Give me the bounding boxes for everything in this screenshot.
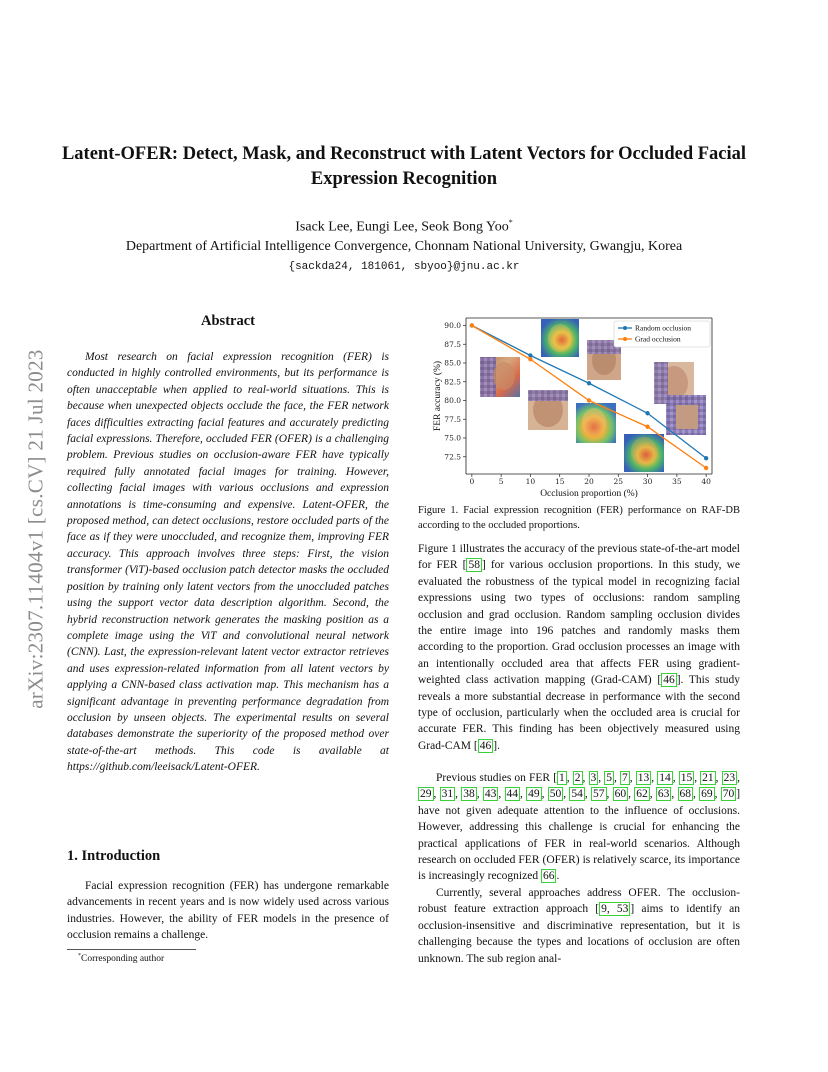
section-heading-introduction: 1. Introduction bbox=[67, 848, 161, 864]
footnote-mark: * bbox=[78, 953, 81, 959]
paragraph-text: . bbox=[556, 870, 560, 883]
x-tick-label: 5 bbox=[498, 477, 504, 486]
face-thumbnail bbox=[666, 395, 706, 435]
paragraph-text: Currently, several approaches address OFER. The occlusion-robust feature extraction approach bbox=[418, 887, 740, 916]
citation-link[interactable]: 23 bbox=[723, 772, 736, 784]
face-thumbnail bbox=[624, 434, 664, 472]
citation-link[interactable]: 58 bbox=[468, 559, 480, 572]
y-tick-label: 77.5 bbox=[444, 414, 461, 424]
paragraph-text: , bbox=[693, 788, 700, 801]
citation-link[interactable]: 44 bbox=[506, 788, 518, 801]
citation-link[interactable]: 3 bbox=[590, 772, 597, 784]
affiliation: Department of Artificial Intelligence Convergence, Chonnam National University, Gwangju, Korea bbox=[125, 239, 683, 254]
paragraph-text: , bbox=[582, 772, 589, 784]
citation-link[interactable]: 66 bbox=[542, 870, 555, 883]
citation-link[interactable]: 13 bbox=[637, 772, 650, 784]
abstract-heading: Abstract bbox=[201, 313, 255, 329]
paragraph-text: , bbox=[498, 788, 505, 801]
x-tick-label: 20 bbox=[584, 477, 594, 486]
y-tick-label: 72.5 bbox=[444, 452, 461, 462]
citation-link[interactable]: 2 bbox=[574, 772, 581, 784]
citation-link[interactable]: 43 bbox=[484, 788, 497, 801]
paragraph-text: , bbox=[715, 772, 722, 784]
x-tick-label: 30 bbox=[642, 477, 653, 486]
paragraph-text: Figure 1 illustrates the accuracy of the previous state-of-the-art model for FER bbox=[418, 543, 740, 572]
body-paragraph: Figure 1 illustrates the accuracy of the previous state-of-the-art model for FER [ 58 ] for various occlusion proportions. In this study, we evaluated the robustness of the typical model in recognizing facial expressions using two types of occlusions: random sampling occlusion and grad occlusion. Random sampling occlusion divides the entire image into 196 patches and randomly masks them according to the proportion. Grad occlusion processes an image with an intentionally occluded area that affects FER using gradient-weighted class activation mapping (Grad-CAM) [ 46 ]. This study reveals a more substantial decrease in performance with the second type of occlusion, particularly when the occluded area is crucial for accurate FER. This finding has been objectively measured using Grad-CAM [ 46 ]. bbox=[418, 543, 741, 752]
legend-label: Random occlusion bbox=[635, 323, 692, 333]
author-names: Isack Lee, Eungi Lee, Seok Bong Yoo bbox=[295, 219, 509, 235]
data-point bbox=[528, 353, 532, 357]
data-point bbox=[704, 466, 708, 470]
paragraph-text: , bbox=[520, 788, 527, 801]
citation-link[interactable]: 69 bbox=[701, 788, 713, 801]
face-thumbnail bbox=[480, 357, 520, 397]
data-point bbox=[645, 411, 649, 415]
chart-legend bbox=[614, 321, 710, 347]
data-point bbox=[587, 381, 591, 385]
data-point bbox=[470, 323, 474, 327]
citation-link[interactable]: 46 bbox=[479, 739, 492, 752]
paragraph-text: . This study reveals a more substantial decrease in performance with the second type of occlusion, particularly when the occluded area is crucial for accurate FER. This finding has been objectively measured using Grad-CAM bbox=[418, 674, 740, 752]
y-tick-label: 82.5 bbox=[444, 377, 461, 387]
citation-link[interactable]: 68 bbox=[679, 788, 691, 801]
paragraph-text: for various occlusion proportions. In this study, we evaluated the robustness of the typical model in recognizing facial expressions using two types of occlusions: random sampling occlusion and grad occlusion. Random sampling occlusion divides the entire image into 196 patches and randomly masks them according to the proportion. Grad occlusion processes an image with an intentionally occluded area that affects FER using gradient-weighted class activation mapping (Grad-CAM) bbox=[418, 559, 741, 687]
y-axis-label: FER accuracy (%) bbox=[433, 360, 443, 432]
x-tick-label: 40 bbox=[701, 477, 711, 486]
paragraph-text: , bbox=[628, 788, 635, 801]
paragraph-text: , bbox=[541, 788, 548, 801]
citation-link[interactable]: 60 bbox=[614, 788, 627, 801]
body-paragraph: Currently, several approaches address OFER. The occlusion-robust feature extraction approach [ 9, 53 ] aims to identify an occlusion-insensitive and discriminative representation, but it is challenging because the types and locations of occlusion are often unknown. The sub region anal- bbox=[418, 887, 740, 965]
citation-link[interactable]: 57 bbox=[593, 788, 605, 801]
legend-label: Grad occlusion bbox=[635, 334, 681, 344]
paragraph-text: , bbox=[629, 772, 636, 784]
paragraph-text: , bbox=[606, 788, 613, 801]
citation-link[interactable]: 38 bbox=[463, 788, 475, 801]
y-tick-label: 85.0 bbox=[444, 358, 461, 368]
footnote-rule bbox=[67, 949, 196, 950]
paragraph-text: , bbox=[694, 772, 701, 784]
paragraph-text: , bbox=[672, 772, 679, 784]
paper-title: Latent-OFER: Detect, Mask, and Reconstruct with Latent Vectors for Occluded Facial Expression Recognition bbox=[61, 144, 747, 189]
paragraph-text: , bbox=[649, 788, 656, 801]
data-point bbox=[587, 398, 591, 402]
paragraph-text: Previous studies on FER [ bbox=[436, 772, 558, 784]
paragraph-text: , bbox=[598, 772, 605, 784]
paragraph-text: , bbox=[566, 772, 573, 784]
citation-link[interactable]: 9, 53 bbox=[601, 903, 629, 916]
citation-link[interactable]: 54 bbox=[571, 788, 583, 801]
paragraph-text: , bbox=[737, 772, 741, 784]
x-tick-label: 35 bbox=[672, 477, 682, 486]
paragraph-text: , bbox=[433, 788, 440, 801]
paragraph-text: , bbox=[614, 772, 620, 784]
paragraph-text: aims to identify an occlusion-insensitive and discriminative representation, but it is challenging because the types and locations of occlusion are often unknown. The sub region anal- bbox=[418, 903, 740, 965]
data-point bbox=[645, 425, 649, 429]
paragraph-text: ] have not given adequate attention to the influence of occlusions. However, addressing this challenge is crucial for enhancing the practical applications of FER in real-world scenarios. Although research on occluded FER (OFER) is relatively scarce, its importance is increasingly recognized bbox=[418, 788, 741, 883]
y-tick-label: 90.0 bbox=[444, 321, 461, 330]
author-emails: {sackda24, 181061, sbyoo}@jnu.ac.kr bbox=[288, 261, 520, 273]
citation-link[interactable]: 14 bbox=[659, 772, 671, 784]
citation-link[interactable]: 31 bbox=[441, 788, 454, 801]
intro-paragraph: Facial expression recognition (FER) has undergone remarkable advancements in recent years and is now widely used across various industries. However, the ability of FER models in the presence of occlusion remains a challenge. bbox=[67, 880, 389, 942]
face-thumbnail bbox=[528, 390, 568, 430]
citation-link[interactable]: 70 bbox=[722, 788, 735, 801]
paragraph-text: , bbox=[651, 772, 658, 784]
paragraph-text: , bbox=[584, 788, 591, 801]
accuracy-chart bbox=[418, 310, 740, 502]
citation-link[interactable]: 15 bbox=[680, 772, 693, 784]
abstract-text: Most research on facial expression recognition (FER) is conducted in highly controlled environments, but its performance is often unacceptable when applied to real-world situations. This is because when unexpected objects occlude the face, the FER network faces difficulties extracting facial features and accurately predicting facial expressions. Therefore, occluded FER (OFER) is a challenging problem. Previous studies on occlusion-aware FER have typically required fully annotated facial images for training. However, collecting facial images with various occlusions and expression annotations is time-consuming and expensive. Latent-OFER, the proposed method, can detect occlusions, restore occluded parts of the face as if they were unoccluded, and recognize them, improving FER accuracy. This approach involves three steps: First, the vision transformer (ViT)-based occlusion patch detector masks the occluded position by training only latent vectors from the unoccluded patches using the support vector data description algorithm. Second, the hybrid reconstruction network generates the masking position as a complete image using the ViT and convolutional neural network (CNN). Last, the expression-relevant latent vector extractor retrieves and uses expression-related information from all latent vectors by applying a CNN-based class activation map. This mechanism has a significant advantage in preventing performance degradation from occlusion by unseen objects. The experimental results on several databases demonstrate the superiority of the proposed method over state-of-the-art methods. This code is available at https://github.com/leeisack/Latent-OFER. bbox=[67, 351, 389, 774]
paragraph-text: . bbox=[497, 739, 500, 752]
legend-swatch-marker bbox=[623, 337, 627, 341]
face-thumbnail bbox=[541, 319, 579, 357]
data-point bbox=[528, 357, 532, 361]
footnote bbox=[78, 953, 164, 964]
y-tick-label: 80.0 bbox=[444, 396, 461, 405]
arxiv-sidebar bbox=[10, 296, 62, 762]
footnote-text: Corresponding author bbox=[81, 954, 165, 965]
paragraph-text: , bbox=[714, 788, 721, 801]
legend-swatch-marker bbox=[623, 326, 627, 330]
citation-link[interactable]: 50 bbox=[549, 788, 562, 801]
paragraph-text: , bbox=[476, 788, 483, 801]
citation-link[interactable]: 63 bbox=[657, 788, 670, 801]
citation-link[interactable]: 7 bbox=[621, 772, 628, 784]
paragraph-text: , bbox=[671, 788, 678, 801]
author-list bbox=[60, 218, 748, 236]
data-point bbox=[704, 456, 708, 460]
x-axis-label: Occlusion proportion (%) bbox=[540, 489, 638, 499]
figure-caption: Figure 1. Facial expression recognition (FER) performance on RAF-DB according to the occluded proportions. bbox=[418, 505, 740, 531]
face-thumbnail bbox=[576, 403, 616, 443]
paragraph-text: , bbox=[563, 788, 570, 801]
x-tick-label: 0 bbox=[469, 477, 475, 486]
body-paragraph bbox=[418, 770, 740, 885]
arxiv-identifier: arXiv:2307.11404v1 [cs.CV] 21 Jul 2023 bbox=[23, 349, 48, 709]
citation-link[interactable]: 62 bbox=[636, 788, 648, 801]
citation-link[interactable]: 21 bbox=[702, 772, 714, 784]
corresponding-mark: * bbox=[508, 218, 513, 227]
x-tick-label: 15 bbox=[554, 477, 565, 486]
citation-link[interactable]: 1 bbox=[559, 772, 565, 784]
citation-link[interactable]: 5 bbox=[606, 772, 612, 784]
citation-link[interactable]: 46 bbox=[663, 674, 675, 687]
citation-link[interactable]: 49 bbox=[528, 788, 540, 801]
x-tick-label: 10 bbox=[525, 477, 536, 486]
paragraph-text: , bbox=[455, 788, 462, 801]
citation-link[interactable]: 29 bbox=[420, 788, 432, 801]
x-tick-label: 25 bbox=[613, 477, 624, 486]
y-tick-label: 75.0 bbox=[444, 433, 461, 443]
y-tick-label: 87.5 bbox=[444, 339, 461, 349]
